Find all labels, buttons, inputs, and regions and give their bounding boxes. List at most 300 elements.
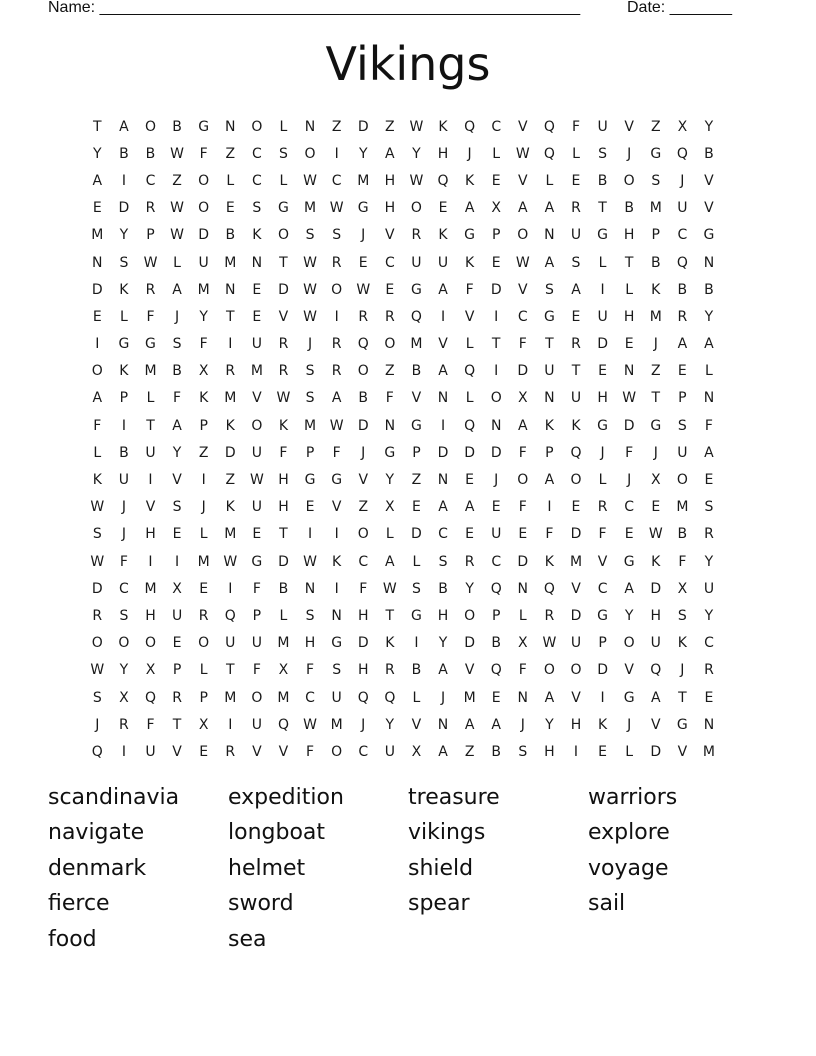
grid-letter: W [223, 553, 238, 570]
grid-letter: I [228, 716, 233, 733]
grid-row [84, 657, 734, 684]
grid-letter: R [331, 363, 342, 380]
grid-letter: A [544, 472, 555, 489]
grid-letter: Q [91, 743, 103, 760]
grid-letter: E [172, 635, 182, 652]
grid-letter: I [414, 635, 419, 652]
grid-letter: O [676, 472, 688, 489]
grid-letter: G [357, 200, 369, 217]
grid-letter: C [677, 227, 688, 244]
grid-letter: X [677, 118, 688, 135]
grid-letter: F [252, 580, 261, 597]
grid-letter: E [172, 526, 182, 543]
grid-letter: G [198, 118, 210, 135]
grid-letter: E [438, 200, 448, 217]
grid-letter: Z [464, 743, 475, 760]
grid-row [84, 222, 734, 249]
grid-letter: E [252, 308, 262, 325]
grid-letter: K [438, 227, 448, 244]
word-list-item: warriors [588, 784, 678, 810]
grid-letter: K [225, 499, 235, 516]
grid-letter: E [491, 689, 501, 706]
grid-letter: Z [385, 363, 395, 380]
grid-letter: H [384, 172, 396, 189]
grid-letter: M [702, 743, 715, 760]
grid-letter: S [598, 145, 608, 162]
grid-letter: I [600, 281, 605, 298]
grid-letter: J [361, 444, 366, 461]
grid-letter: F [518, 662, 527, 679]
grid-letter: V [518, 172, 528, 189]
word-row [48, 780, 768, 816]
grid-letter: I [334, 580, 339, 597]
grid-letter: Z [331, 118, 342, 135]
grid-letter: J [653, 336, 658, 353]
grid-letter: B [225, 227, 236, 244]
grid-letter: D [198, 227, 210, 244]
grid-letter: Q [224, 607, 236, 624]
grid-letter: Q [357, 689, 369, 706]
grid-letter: I [148, 472, 153, 489]
grid-letter: Z [650, 118, 661, 135]
grid-letter: X [385, 499, 395, 516]
grid-letter: O [251, 689, 263, 706]
grid-letter: D [464, 444, 475, 461]
grid-letter: C [704, 635, 714, 652]
grid-letter: G [597, 607, 608, 624]
grid-letter: F [119, 553, 128, 570]
grid-letter: V [278, 308, 289, 325]
grid-letter: W [409, 172, 424, 189]
grid-letter: X [119, 689, 129, 706]
grid-letter: L [93, 444, 102, 461]
grid-letter: X [172, 580, 182, 597]
grid-row [84, 331, 734, 358]
grid-letter: M [330, 716, 343, 733]
grid-letter: G [145, 336, 156, 353]
grid-letter: X [650, 472, 661, 489]
grid-letter: C [491, 553, 502, 570]
grid-letter: M [410, 336, 423, 353]
grid-letter: I [334, 145, 339, 162]
grid-letter: J [95, 716, 100, 733]
grid-letter: E [571, 308, 581, 325]
grid-row [84, 684, 734, 711]
grid-letter: J [361, 716, 366, 733]
grid-letter: G [410, 281, 422, 298]
grid-letter: O [464, 607, 476, 624]
grid-letter: H [145, 526, 156, 543]
grid-letter: F [146, 716, 155, 733]
grid-letter: Y [358, 145, 368, 162]
grid-letter: U [331, 689, 342, 706]
grid-letter: D [278, 281, 289, 298]
word-list-item: spear [408, 891, 470, 917]
grid-letter: C [358, 743, 369, 760]
grid-letter: E [571, 172, 581, 189]
grid-letter: B [677, 281, 688, 298]
grid-letter: Q [490, 580, 502, 597]
grid-letter: R [172, 689, 182, 706]
grid-letter: W [303, 553, 317, 570]
grid-letter: O [118, 635, 130, 652]
grid-letter: R [571, 200, 581, 217]
grid-letter: A [650, 689, 661, 706]
grid-letter: I [95, 336, 100, 353]
grid-letter: Z [225, 472, 236, 489]
grid-letter: E [598, 363, 607, 380]
grid-letter: K [651, 553, 661, 570]
grid-letter: L [412, 689, 421, 706]
grid-letter: D [91, 580, 103, 597]
grid-letter: L [119, 308, 128, 325]
grid-letter: L [492, 145, 501, 162]
grid-letter: A [172, 281, 182, 298]
grid-letter: P [146, 227, 155, 244]
word-list-item: scandinavia [48, 784, 180, 810]
grid-letter: U [251, 336, 262, 353]
grid-letter: Y [172, 444, 182, 461]
grid-letter: W [303, 308, 317, 325]
grid-letter: Z [650, 363, 661, 380]
grid-letter: Q [277, 716, 289, 733]
grid-letter: I [494, 363, 499, 380]
grid-letter: E [252, 281, 262, 298]
grid-letter: Y [412, 145, 421, 162]
grid-letter: Q [410, 308, 422, 325]
grid-letter: B [677, 526, 688, 543]
grid-letter: K [119, 363, 129, 380]
grid-letter: E [491, 499, 501, 516]
grid-letter: I [121, 417, 126, 434]
grid-letter: B [597, 172, 608, 189]
grid-letter: O [198, 635, 210, 652]
word-row [48, 887, 768, 923]
grid-letter: R [704, 526, 714, 543]
grid-letter: L [598, 254, 607, 271]
grid-letter: R [358, 308, 369, 325]
grid-letter: D [517, 553, 529, 570]
grid-letter: L [412, 553, 421, 570]
grid-letter: G [543, 308, 555, 325]
grid-letter: W [90, 662, 105, 679]
word-list-item: sword [228, 891, 294, 917]
grid-letter: T [172, 716, 182, 733]
grid-letter: A [464, 200, 475, 217]
grid-letter: W [542, 635, 557, 652]
grid-letter: G [304, 472, 316, 489]
grid-letter: A [544, 689, 555, 706]
grid-letter: W [329, 200, 344, 217]
grid-letter: U [145, 444, 156, 461]
grid-letter: A [518, 417, 528, 434]
grid-letter: A [438, 662, 448, 679]
grid-letter: U [225, 635, 236, 652]
grid-letter: C [438, 526, 448, 543]
grid-letter: W [143, 254, 158, 271]
grid-letter: E [199, 743, 209, 760]
grid-letter: F [465, 281, 474, 298]
grid-letter: N [331, 607, 342, 624]
grid-row [84, 494, 734, 521]
grid-letter: B [278, 580, 289, 597]
grid-letter: R [331, 254, 342, 271]
grid-letter: P [491, 227, 501, 244]
grid-letter: I [573, 743, 579, 760]
grid-letter: W [170, 227, 184, 244]
grid-letter: W [303, 172, 317, 189]
grid-letter: Q [464, 363, 476, 380]
grid-letter: M [463, 689, 476, 706]
grid-letter: M [676, 499, 689, 516]
grid-letter: Q [543, 145, 555, 162]
grid-letter: C [491, 118, 502, 135]
grid-letter: N [544, 227, 555, 244]
grid-letter: E [358, 254, 368, 271]
grid-letter: Z [198, 444, 209, 461]
grid-letter: P [252, 607, 262, 624]
grid-letter: M [304, 417, 317, 434]
grid-letter: M [144, 363, 157, 380]
grid-letter: G [410, 607, 422, 624]
grid-letter: P [678, 390, 687, 407]
grid-letter: K [597, 716, 608, 733]
grid-row [84, 466, 734, 493]
grid-letter: J [361, 227, 366, 244]
grid-letter: T [598, 200, 607, 217]
grid-letter: A [119, 118, 129, 135]
grid-letter: U [677, 444, 688, 461]
grid-letter: V [278, 743, 289, 760]
grid-letter: V [624, 118, 634, 135]
grid-letter: L [279, 607, 288, 624]
grid-letter: N [517, 580, 529, 597]
grid-letter: D [597, 336, 608, 353]
grid-letter: A [544, 254, 555, 271]
grid-letter: J [653, 444, 658, 461]
grid-letter: V [624, 662, 634, 679]
grid-letter: P [305, 444, 315, 461]
grid-letter: H [278, 499, 289, 516]
grid-letter: A [438, 363, 448, 380]
grid-letter: G [703, 227, 715, 244]
grid-letter: G [597, 417, 608, 434]
grid-letter: Y [704, 308, 714, 325]
grid-letter: Z [172, 172, 182, 189]
grid-letter: B [358, 390, 369, 407]
grid-letter: D [623, 417, 635, 434]
letter-grid [84, 113, 734, 766]
grid-letter: U [650, 635, 661, 652]
grid-letter: B [119, 444, 129, 461]
grid-letter: F [93, 417, 102, 434]
grid-letter: E [465, 526, 475, 543]
grid-letter: F [146, 308, 155, 325]
grid-letter: L [465, 336, 474, 353]
grid-letter: Y [438, 635, 448, 652]
grid-letter: V [464, 662, 475, 679]
grid-letter: G [650, 145, 662, 162]
grid-letter: F [199, 145, 208, 162]
grid-letter: J [520, 716, 525, 733]
grid-letter: K [225, 417, 235, 434]
grid-letter: B [172, 118, 182, 135]
grid-letter: L [545, 172, 554, 189]
grid-letter: G [331, 635, 343, 652]
grid-row [84, 385, 734, 412]
grid-letter: R [544, 607, 555, 624]
grid-row [84, 412, 734, 439]
grid-letter: E [598, 743, 607, 760]
grid-letter: H [597, 390, 608, 407]
grid-letter: N [544, 390, 555, 407]
grid-letter: L [625, 743, 634, 760]
grid-letter: I [440, 417, 446, 434]
grid-letter: V [704, 200, 714, 217]
grid-letter: T [571, 363, 581, 380]
grid-row [84, 276, 734, 303]
grid-letter: J [175, 308, 180, 325]
grid-letter: W [409, 118, 424, 135]
grid-letter: I [121, 743, 126, 760]
grid-letter: Y [119, 662, 129, 679]
grid-letter: E [411, 499, 421, 516]
grid-letter: O [91, 363, 103, 380]
grid-letter: F [279, 444, 288, 461]
word-list-item: shield [408, 855, 474, 881]
grid-letter: V [385, 227, 395, 244]
grid-letter: B [119, 145, 129, 162]
grid-letter: K [385, 635, 395, 652]
grid-letter: E [385, 281, 395, 298]
grid-letter: R [198, 607, 209, 624]
grid-letter: N [304, 580, 316, 597]
grid-row [84, 738, 734, 765]
grid-letter: F [518, 444, 527, 461]
grid-letter: A [677, 336, 688, 353]
grid-letter: B [704, 281, 714, 298]
grid-letter: X [278, 662, 289, 679]
grid-letter: V [411, 390, 422, 407]
grid-letter: F [385, 390, 394, 407]
grid-letter: D [650, 743, 662, 760]
grid-letter: Q [543, 118, 555, 135]
grid-letter: K [332, 553, 342, 570]
grid-letter: D [357, 118, 369, 135]
grid-letter: Z [225, 145, 236, 162]
grid-letter: O [623, 635, 635, 652]
grid-letter: A [92, 390, 103, 407]
grid-letter: K [465, 254, 475, 271]
grid-letter: G [118, 336, 130, 353]
grid-letter: O [623, 172, 635, 189]
grid-row [84, 521, 734, 548]
grid-letter: F [332, 444, 341, 461]
grid-letter: B [438, 580, 448, 597]
grid-letter: H [304, 635, 316, 652]
grid-letter: P [412, 444, 421, 461]
grid-letter: S [651, 172, 661, 189]
grid-letter: G [278, 200, 289, 217]
grid-letter: S [332, 227, 342, 244]
grid-letter: O [570, 662, 582, 679]
grid-letter: I [121, 172, 126, 189]
grid-letter: B [145, 145, 156, 162]
grid-letter: R [119, 716, 129, 733]
grid-letter: Q [570, 444, 582, 461]
grid-letter: K [252, 227, 262, 244]
grid-letter: T [545, 336, 554, 353]
grid-letter: U [570, 390, 582, 407]
grid-letter: P [491, 607, 501, 624]
grid-letter: M [224, 526, 237, 543]
grid-letter: J [627, 145, 632, 162]
grid-letter: A [544, 200, 555, 217]
grid-letter: L [385, 526, 394, 543]
grid-letter: E [305, 499, 315, 516]
grid-letter: V [518, 281, 528, 298]
grid-letter: T [93, 118, 102, 135]
grid-letter: G [623, 689, 635, 706]
grid-letter: W [329, 417, 344, 434]
grid-letter: S [544, 281, 554, 298]
grid-letter: O [570, 472, 582, 489]
grid-letter: A [438, 281, 448, 298]
grid-letter: Y [93, 145, 102, 162]
grid-letter: B [624, 200, 634, 217]
grid-letter: E [624, 336, 634, 353]
grid-letter: E [704, 472, 714, 489]
grid-letter: S [305, 363, 315, 380]
grid-letter: K [651, 281, 661, 298]
grid-letter: O [251, 118, 263, 135]
grid-row [84, 113, 734, 140]
word-list-item: denmark [48, 855, 147, 881]
grid-letter: N [437, 472, 449, 489]
grid-letter: Q [543, 580, 555, 597]
grid-letter: D [118, 200, 130, 217]
grid-letter: X [198, 363, 209, 380]
grid-letter: F [518, 336, 527, 353]
grid-letter: S [305, 227, 315, 244]
grid-row [84, 439, 734, 466]
grid-letter: Z [411, 472, 422, 489]
grid-letter: S [172, 336, 182, 353]
grid-letter: M [91, 227, 104, 244]
grid-letter: V [597, 553, 608, 570]
grid-letter: D [490, 444, 502, 461]
grid-letter: M [224, 689, 237, 706]
grid-letter: B [650, 254, 661, 271]
grid-letter: V [571, 689, 581, 706]
grid-letter: I [201, 472, 206, 489]
grid-letter: E [491, 254, 501, 271]
grid-letter: M [649, 200, 662, 217]
grid-letter: N [304, 118, 316, 135]
word-list-item: helmet [228, 855, 306, 881]
grid-letter: S [92, 526, 102, 543]
grid-letter: V [172, 472, 182, 489]
grid-letter: G [623, 553, 635, 570]
grid-letter: M [197, 281, 210, 298]
word-list-item: voyage [588, 855, 669, 881]
grid-letter: U [597, 118, 608, 135]
grid-letter: W [90, 499, 105, 516]
grid-letter: J [600, 444, 605, 461]
grid-letter: W [303, 281, 317, 298]
grid-row [84, 711, 734, 738]
grid-letter: B [704, 145, 714, 162]
